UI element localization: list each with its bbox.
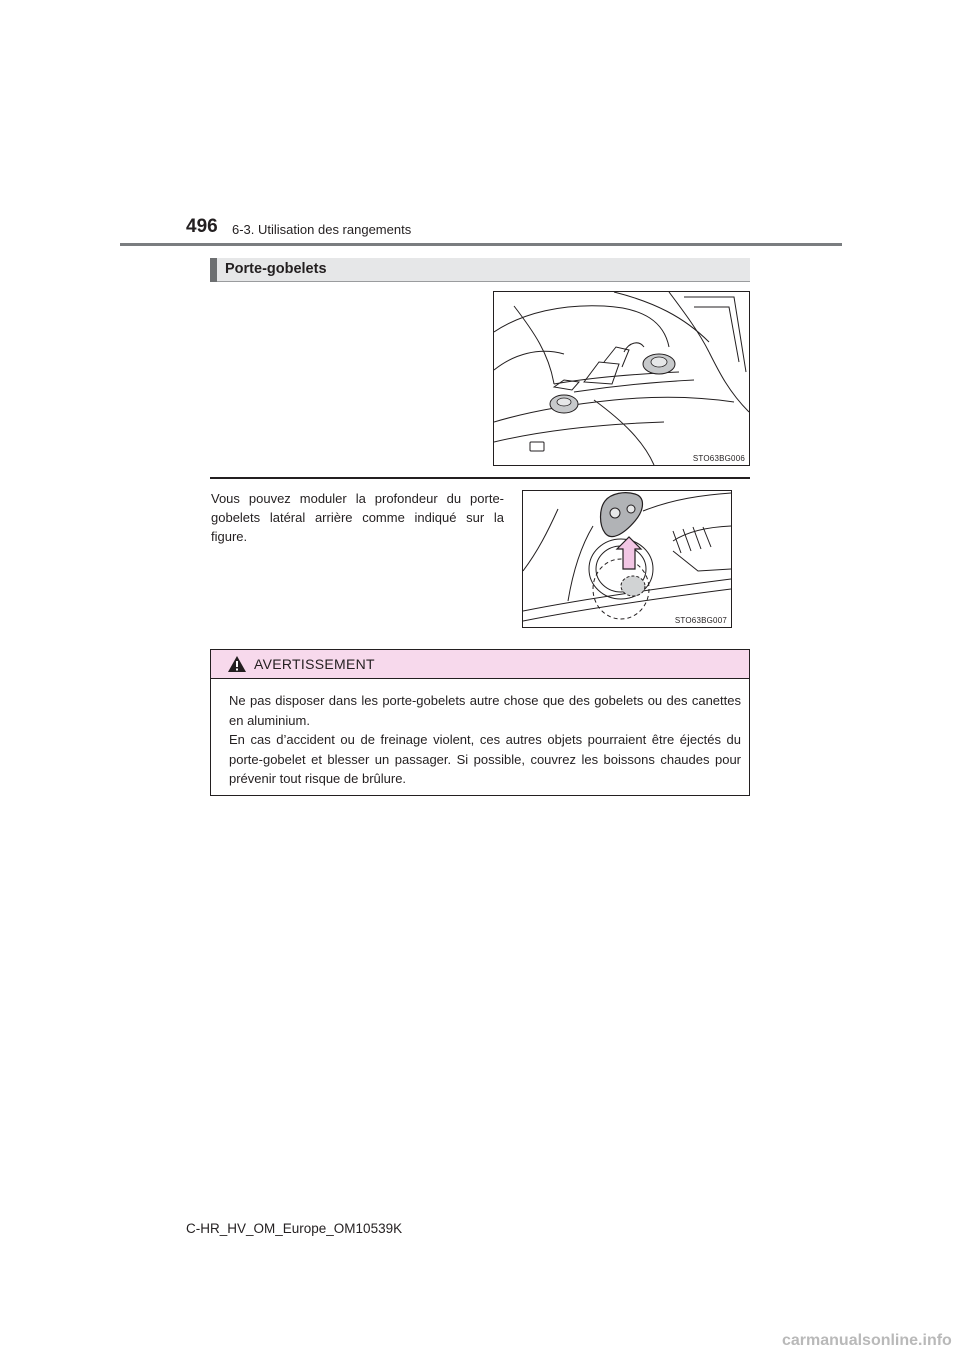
section-divider xyxy=(210,477,750,479)
warning-title: AVERTISSEMENT xyxy=(254,656,375,672)
warning-header xyxy=(211,650,749,679)
warning-body xyxy=(229,691,741,789)
watermark: carmanualsonline.info xyxy=(782,1332,952,1349)
rear-cup-holder-illustration xyxy=(523,491,731,627)
section-heading-bar xyxy=(210,258,750,282)
section-title: Porte-gobelets xyxy=(225,261,327,277)
figure-console-cup-holders xyxy=(493,291,750,466)
warning-paragraph-1: Ne pas disposer dans les porte-gobelets autre chose que des gobelets ou des canettes en aluminium. xyxy=(229,693,741,728)
up-arrow-icon xyxy=(617,537,641,569)
warning-box xyxy=(210,649,750,796)
warning-triangle-icon xyxy=(227,655,247,673)
document-id: C-HR_HV_OM_Europe_OM10539K xyxy=(186,1221,403,1236)
console-illustration xyxy=(494,292,749,465)
chapter-title: 6-3. Utilisation des rangements xyxy=(232,222,412,237)
section-accent xyxy=(210,258,217,282)
figure-rear-cup-holder xyxy=(522,490,732,628)
body-paragraph: Vous pouvez moduler la profondeur du porte-gobelets latéral arrière comme indiqué sur la figure. xyxy=(211,491,504,544)
figure-code: STO63BG006 xyxy=(692,454,745,463)
figure-code: STO63BG007 xyxy=(674,616,727,625)
page-number: 496 xyxy=(186,216,218,237)
header-rule xyxy=(120,243,842,246)
warning-paragraph-2: En cas d’accident ou de freinage violent, ces autres objets pourraient être éjectés du porte-gobelet et blesser un passager. Si possible, couvrez les boissons chaudes pour prévenir tout risque de brûlure. xyxy=(229,732,741,786)
